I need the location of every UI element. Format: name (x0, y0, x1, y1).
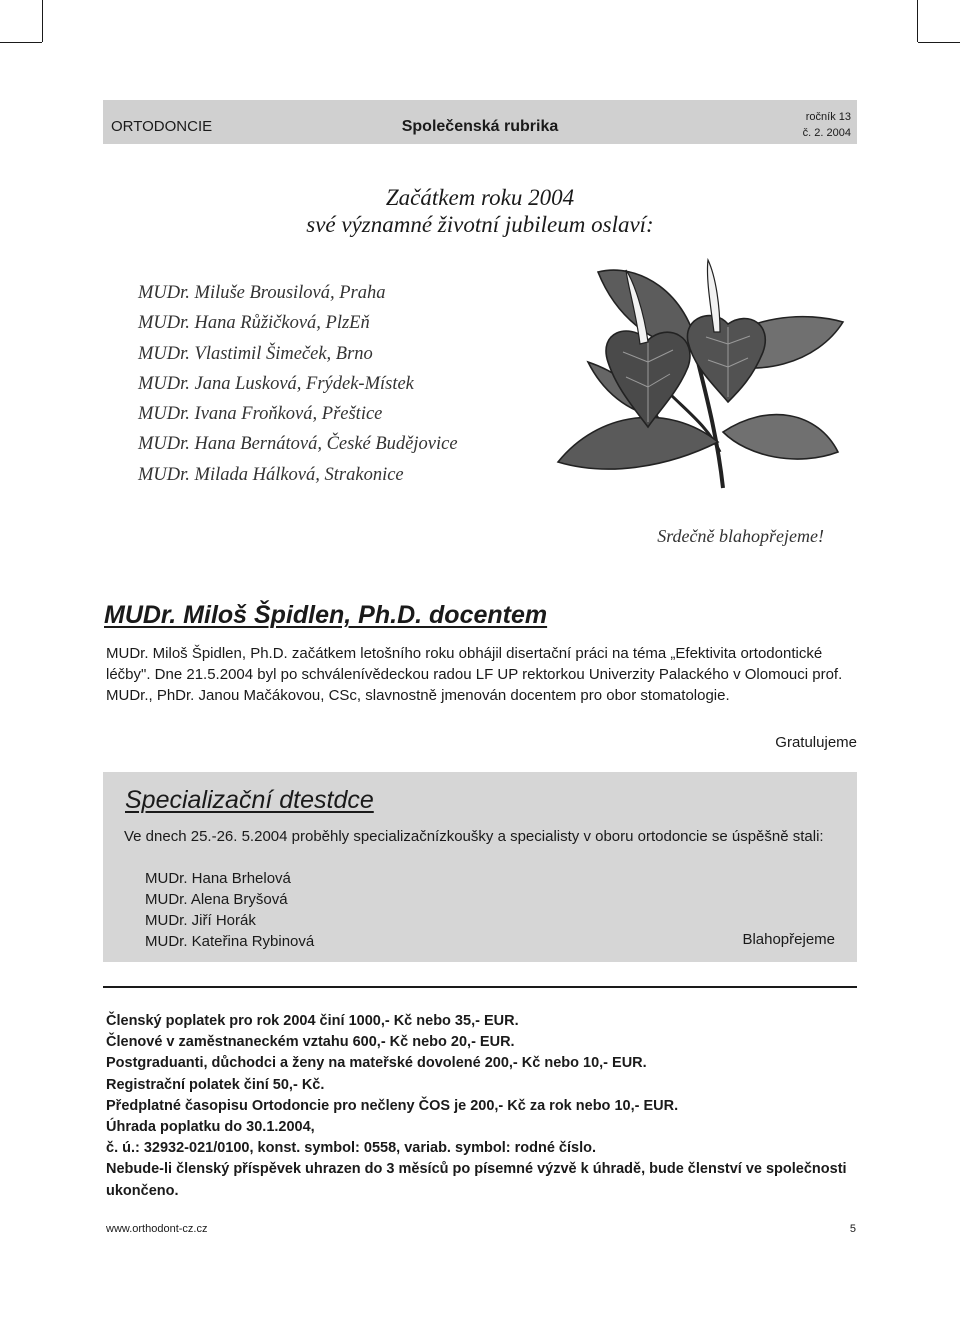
crop-mark (918, 42, 960, 43)
fee-line: č. ú.: 32932-021/0100, konst. symbol: 0558, variab. symbol: rodné číslo. (106, 1140, 596, 1157)
list-item: MUDr. Hana Růžičková, PlzEň (138, 313, 370, 334)
specialist-list (145, 868, 314, 952)
volume-label: ročník 13 (805, 111, 851, 123)
journal-name: ORTODONCIE (111, 118, 213, 135)
fee-line: Nebude-li členský příspěvek uhrazen do 3 měsíců po písemné výzvě k úhradě, bude členství ve společnosti ukončeno. (106, 1161, 847, 1199)
docent-closing: Gratulujeme (775, 734, 857, 751)
fee-line: Postgraduanti, důchodci a ženy na mateřské dovolené 200,- Kč nebo 10,- EUR. (106, 1055, 647, 1072)
list-item: MUDr. Hana Bernátová, České Budějovice (138, 434, 458, 455)
list-item: MUDr. Hana Brhelová (145, 870, 291, 887)
specialization-closing: Blahopřejeme (742, 931, 835, 948)
page-number: 5 (849, 1223, 856, 1235)
list-item: MUDr. Jana Lusková, Frýdek-Místek (138, 373, 414, 394)
fee-line: Předplatné časopisu Ortodoncie pro nečleny ČOS je 200,- Kč za rok nebo 10,- EUR. (106, 1097, 679, 1114)
crop-mark (42, 0, 43, 42)
membership-fees (106, 1011, 858, 1202)
specialization-box (103, 772, 857, 962)
specialization-paragraph: Ve dnech 25.-26. 5.2004 proběhly specializačnízkoušky a specialisty v oboru ortodoncie se úspěšně stali: (124, 828, 824, 845)
list-item: MUDr. Ivana Froňková, Přeštice (138, 404, 383, 425)
page-header (103, 100, 857, 144)
docent-heading: MUDr. Miloš Špidlen, Ph.D. docentem (104, 601, 548, 629)
anthurium-illustration (548, 252, 848, 492)
section-title: Společenská rubrika (401, 118, 559, 135)
fee-line: Členové v zaměstnaneckém vztahu 600,- Kč nebo 20,- EUR. (106, 1034, 515, 1051)
crop-mark (0, 42, 42, 43)
jubilee-intro (0, 184, 960, 238)
footer-url: www.orthodont-cz.cz (106, 1223, 208, 1235)
list-item: MUDr. Miluše Brousilová, Praha (138, 283, 386, 303)
fee-line: Registrační polatek činí 50,- Kč. (106, 1076, 325, 1093)
jubilant-list (138, 278, 458, 490)
congratulation-text: Srdečně blahopřejeme! (657, 526, 824, 546)
intro-line-2: své významné životní jubileum oslaví: (306, 212, 654, 237)
specialization-heading: Specializační dtestdce (125, 786, 374, 814)
fee-line: Úhrada poplatku do 30.1.2004, (106, 1119, 315, 1136)
list-item: MUDr. Vlastimil Šimeček, Brno (138, 343, 373, 364)
issue-info (803, 109, 851, 141)
crop-mark (917, 0, 918, 42)
issue-label: č. 2. 2004 (802, 127, 851, 139)
list-item: MUDr. Milada Hálková, Strakonice (138, 464, 404, 485)
list-item: MUDr. Kateřina Rybinová (145, 933, 315, 950)
list-item: MUDr. Jiří Horák (145, 912, 256, 929)
intro-line-1: Začátkem roku 2004 (385, 185, 575, 210)
list-item: MUDr. Alena Bryšová (145, 891, 288, 908)
section-divider (103, 986, 857, 988)
fee-line: Členský poplatek pro rok 2004 činí 1000,- Kč nebo 35,- EUR. (106, 1013, 519, 1029)
docent-paragraph: MUDr. Miloš Špidlen, Ph.D. začátkem letošního roku obhájil disertační práci na téma „Efektivita ortodontické léčby". Dne 21.5.2004 byl po schválenívědeckou radou LF UP rektorkou Univerzity Palackého v Olomouci prof. MUDr., PhDr. Janou Mačákovou, CSc, slavnostně jmenován docentem pro obor stomatologie. (106, 645, 843, 704)
